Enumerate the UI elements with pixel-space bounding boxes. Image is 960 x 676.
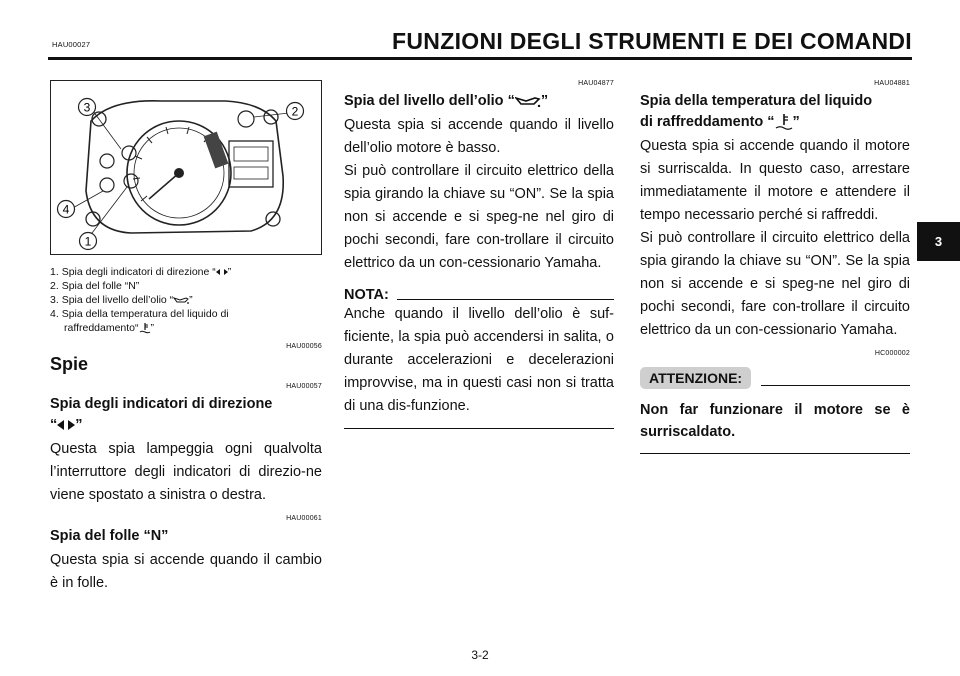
instrument-cluster-drawing [51, 81, 321, 253]
oil-can-icon [173, 296, 189, 304]
caption-item-4-cont: raffreddamento“ ” [64, 322, 155, 334]
body-folle: Questa spia si accende quando il cambio è in folle. [50, 552, 322, 591]
column-3 [640, 80, 910, 454]
code-temperatura: HAU04881 [874, 80, 910, 87]
nota-header [344, 287, 614, 303]
figure-caption [50, 265, 322, 335]
header-rule [48, 57, 912, 60]
code-folle: HAU00061 [286, 515, 322, 522]
attenzione-label: ATTENZIONE: [640, 367, 751, 389]
turn-signal-icon [216, 268, 228, 276]
callout-4: 4 [62, 202, 70, 217]
body-olio-1: Questa spia si accende quando il livello dell’olio motore è basso. [344, 117, 614, 156]
header-code: HAU00027 [52, 40, 91, 49]
chapter-tab[interactable] [917, 222, 960, 261]
turn-signal-icon [57, 420, 75, 430]
heading-spie: Spie [50, 354, 89, 374]
body-direzione: Questa spia lampeggia ogni qualvolta l’interruttore degli indicatori di direzio-ne viene spostato a sinistra o destra. [50, 441, 322, 503]
caption-item-1: 1. Spia degli indicatori di direzione “ ” [50, 266, 232, 278]
column-1 [50, 80, 322, 595]
instrument-panel-figure [50, 80, 322, 255]
chapter-tab-label: 3 [934, 234, 943, 249]
callout-1: 1 [84, 234, 92, 249]
caption-item-2: 2. Spia del folle “N” [50, 280, 140, 292]
nota-body: Anche quando il livello dell’olio è suf-ficiente, la spia può accendersi in salita, o durante accelerazioni e decelerazioni improvvise, ma in questi casi non si tratta di una dis-funzione. [344, 306, 614, 414]
code-attenzione: HC000002 [874, 350, 910, 357]
nota-label: NOTA: [344, 287, 389, 303]
caption-item-3: 3. Spia del livello dell’olio “ ” [50, 294, 193, 306]
oil-can-icon [515, 95, 541, 107]
body-olio-2: Si può controllare il circuito elettrico della spia girando la chiave su “ON”. Se la spia non si accende e si speg-ne nel giro di pochi secondi, fare con-trollare il circuito elettrico da un con-cessionario Yamaha. [344, 163, 614, 271]
caption-item-4: 4. Spia della temperatura del liquido di [50, 308, 229, 320]
code-olio: HAU04877 [578, 80, 614, 87]
heading-folle: Spia del folle “N” [50, 528, 169, 544]
attenzione-body: Non far funzionare il motore se è surriscaldato. [640, 402, 910, 440]
heading-olio: Spia del livello dell’olio “ ” [344, 93, 549, 109]
heading-direzione: Spia degli indicatori di direzione “ ” [50, 396, 273, 433]
heading-temperatura: Spia della temperatura del liquido di raffreddamento “ ” [640, 93, 873, 130]
body-temperatura-2: Si può controllare il circuito elettrico della spia girando la chiave su “ON”. Se la spia non si accende e si speg-ne nel giro di pochi secondi, fare con-trollare il circuito elettrico da un con-cessionario Yamaha. [640, 230, 910, 338]
page-title: FUNZIONI DEGLI STRUMENTI E DEI COMANDI [392, 28, 912, 54]
body-temperatura-1: Questa spia si accende quando il motore si surriscalda. In questo caso, arrestare immediatamente il motore e attendere il tempo necessario perché si raffreddi. [640, 138, 910, 223]
callout-3: 3 [83, 100, 91, 115]
column-2 [344, 80, 614, 429]
code-direzione: HAU00057 [286, 383, 322, 390]
page-number: 3-2 [471, 648, 489, 662]
code-spie: HAU00056 [286, 343, 322, 350]
coolant-temperature-icon [139, 322, 151, 334]
nota-end-rule [344, 428, 614, 429]
attenzione-header [640, 367, 910, 389]
callout-2: 2 [291, 104, 299, 119]
attenzione-end-rule [640, 453, 910, 454]
coolant-temperature-icon [775, 113, 793, 131]
